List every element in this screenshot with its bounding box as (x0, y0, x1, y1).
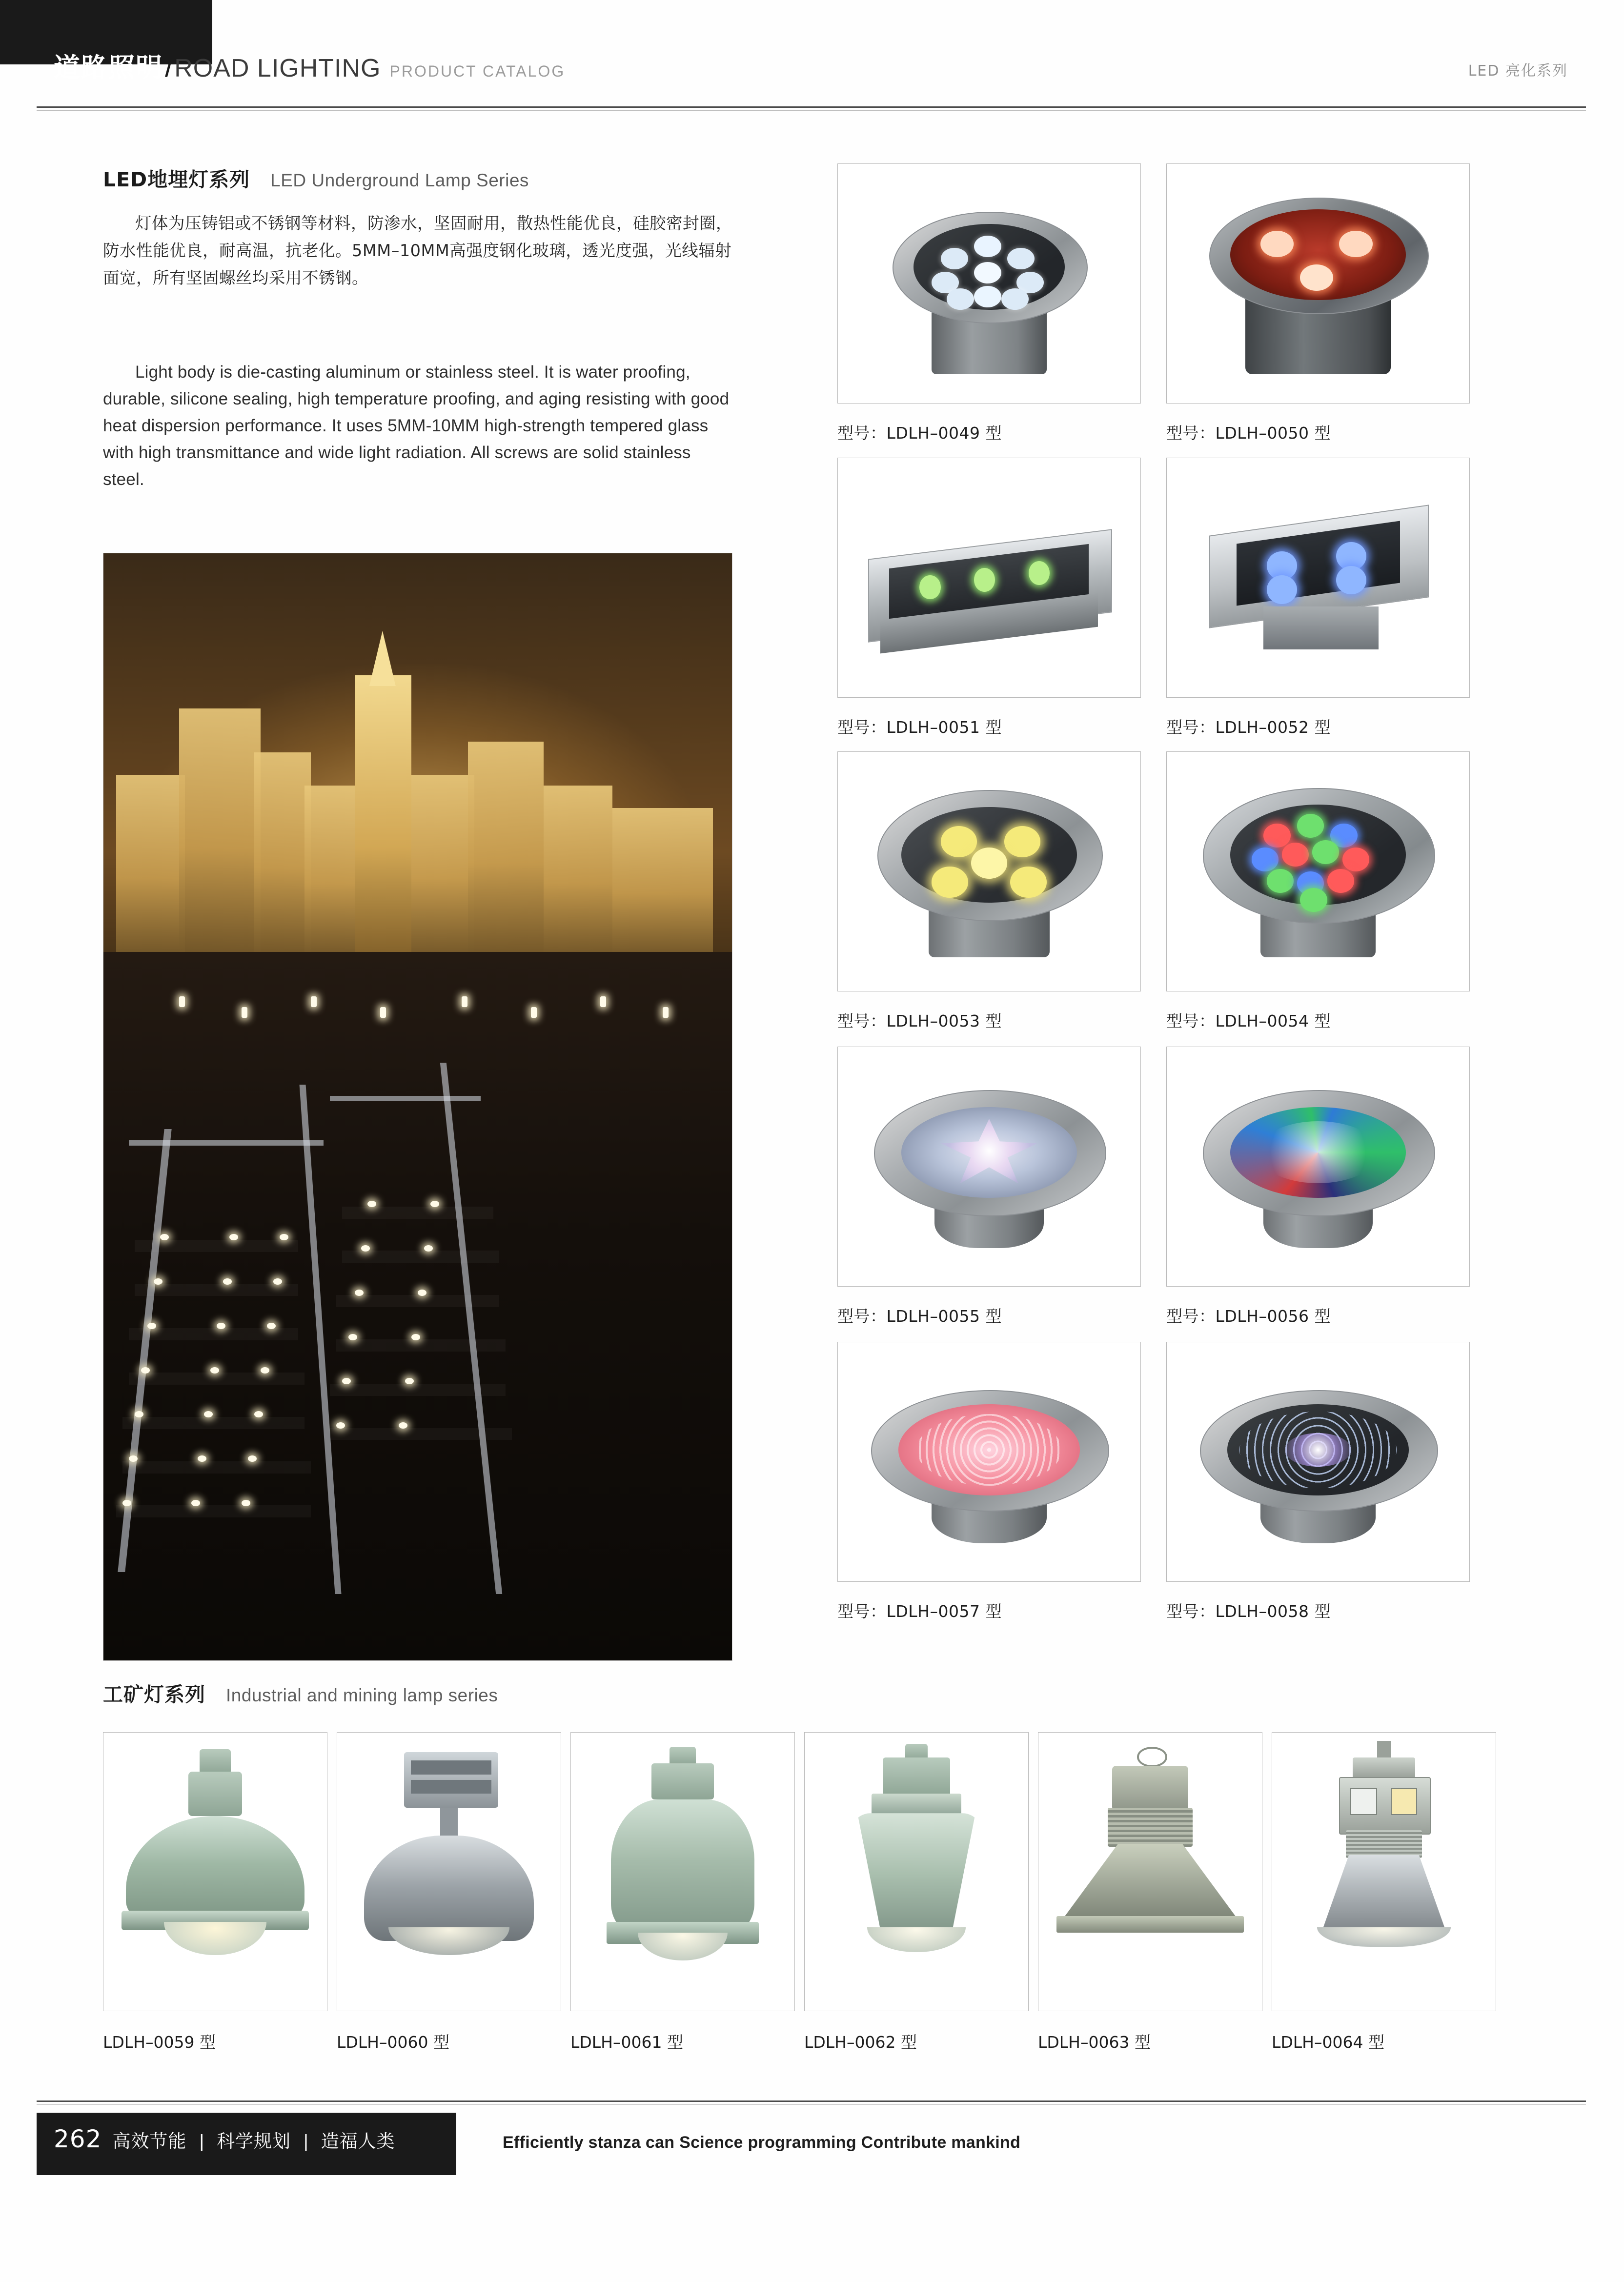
section-title-cn: LED地埋灯系列 (103, 168, 250, 191)
product-caption-0053: 型号：LDLH–0053 型 (837, 1011, 1002, 1030)
industrial-caption-0059: LDLH–0059 型 (103, 2033, 216, 2052)
product-image-0058 (1166, 1342, 1470, 1582)
industrial-image-0059 (103, 1732, 327, 2011)
night-street-stairs-photo (103, 553, 732, 1661)
footer-slogan-1: 高效节能 (112, 2131, 187, 2152)
description-paragraph-cn: 灯体为压铸铝或不锈钢等材料，防渗水，坚固耐用，散热性能优良，硅胶密封圈，防水性能优良，耐高温，抗老化。5MM–10MM高强度钢化玻璃，透光度强，光线辐射面宽，所有坚固螺丝均采用不锈钢。 (103, 214, 732, 287)
header-right-label: LED 亮化系列 (1468, 62, 1568, 80)
section-title-industrial (103, 1678, 498, 1707)
industrial-image-0061 (570, 1732, 795, 2011)
footer-slogan-group (54, 2125, 395, 2159)
footer-slogan-2: 科学规划 (217, 2131, 291, 2152)
industrial-caption-0061: LDLH–0061 型 (570, 2033, 683, 2052)
footer-divider-2: | (304, 2131, 308, 2151)
industrial-caption-0062: LDLH–0062 型 (804, 2033, 917, 2052)
product-image-0051 (837, 458, 1141, 698)
product-image-0054 (1166, 751, 1470, 991)
product-image-0052 (1166, 458, 1470, 698)
industrial-caption-0063: LDLH–0063 型 (1038, 2033, 1151, 2052)
product-caption-0054: 型号：LDLH–0054 型 (1166, 1011, 1331, 1030)
header-subtitle-en: PRODUCT CATALOG (389, 62, 566, 80)
footer-slogan-en: Efficiently stanza can Science programming Contribute mankind (503, 2133, 1021, 2152)
product-caption-0055: 型号：LDLH–0055 型 (837, 1307, 1002, 1326)
industrial-image-0062 (804, 1732, 1029, 2011)
page-header (0, 0, 1624, 124)
product-caption-0057: 型号：LDLH–0057 型 (837, 1602, 1002, 1621)
product-caption-0051: 型号：LDLH–0051 型 (837, 718, 1002, 737)
industrial-caption-0060: LDLH–0060 型 (337, 2033, 449, 2052)
header-title-en: ROAD LIGHTING (174, 54, 381, 82)
header-divider-thick (37, 106, 1586, 108)
industrial-image-0060 (337, 1732, 561, 2011)
industrial-image-0064 (1272, 1732, 1496, 2011)
footer-divider-thick (37, 2100, 1586, 2102)
header-title-cn: 道路照明 (54, 52, 163, 83)
description-paragraph-en: Light body is die-casting aluminum or stainless steel. It is water proofing, durable, silicone sealing, high temperature proofing, and aging resisting with good heat dispersion performance. It uses 5MM-10MM high-strength tempered glass with high transmittance and wide light radiation. All screws are solid stainless steel. (103, 363, 730, 489)
product-image-0056 (1166, 1047, 1470, 1287)
section2-title-cn: 工矿灯系列 (103, 1683, 205, 1706)
product-caption-0058: 型号：LDLH–0058 型 (1166, 1602, 1331, 1621)
section-title-underground (103, 163, 529, 192)
footer-divider-thin (37, 2104, 1586, 2105)
footer-divider-1: | (199, 2131, 204, 2151)
header-title-group (54, 47, 1566, 101)
footer-slogan-3: 造福人类 (321, 2131, 395, 2152)
product-image-0055 (837, 1047, 1141, 1287)
product-caption-0050: 型号：LDLH–0050 型 (1166, 424, 1331, 443)
product-image-0050 (1166, 163, 1470, 404)
industrial-caption-0064: LDLH–0064 型 (1272, 2033, 1384, 2052)
product-image-0057 (837, 1342, 1141, 1582)
header-divider-thin (37, 110, 1586, 111)
product-image-0049 (837, 163, 1141, 404)
product-caption-0056: 型号：LDLH–0056 型 (1166, 1307, 1331, 1326)
section-title-en: LED Underground Lamp Series (270, 170, 529, 190)
section2-title-en: Industrial and mining lamp series (226, 1685, 498, 1705)
page-number: 262 (54, 2125, 102, 2153)
product-caption-0049: 型号：LDLH–0049 型 (837, 424, 1002, 443)
industrial-image-0063 (1038, 1732, 1262, 2011)
header-slash: / (165, 50, 174, 83)
product-caption-0052: 型号：LDLH–0052 型 (1166, 718, 1331, 737)
product-image-0053 (837, 751, 1141, 991)
